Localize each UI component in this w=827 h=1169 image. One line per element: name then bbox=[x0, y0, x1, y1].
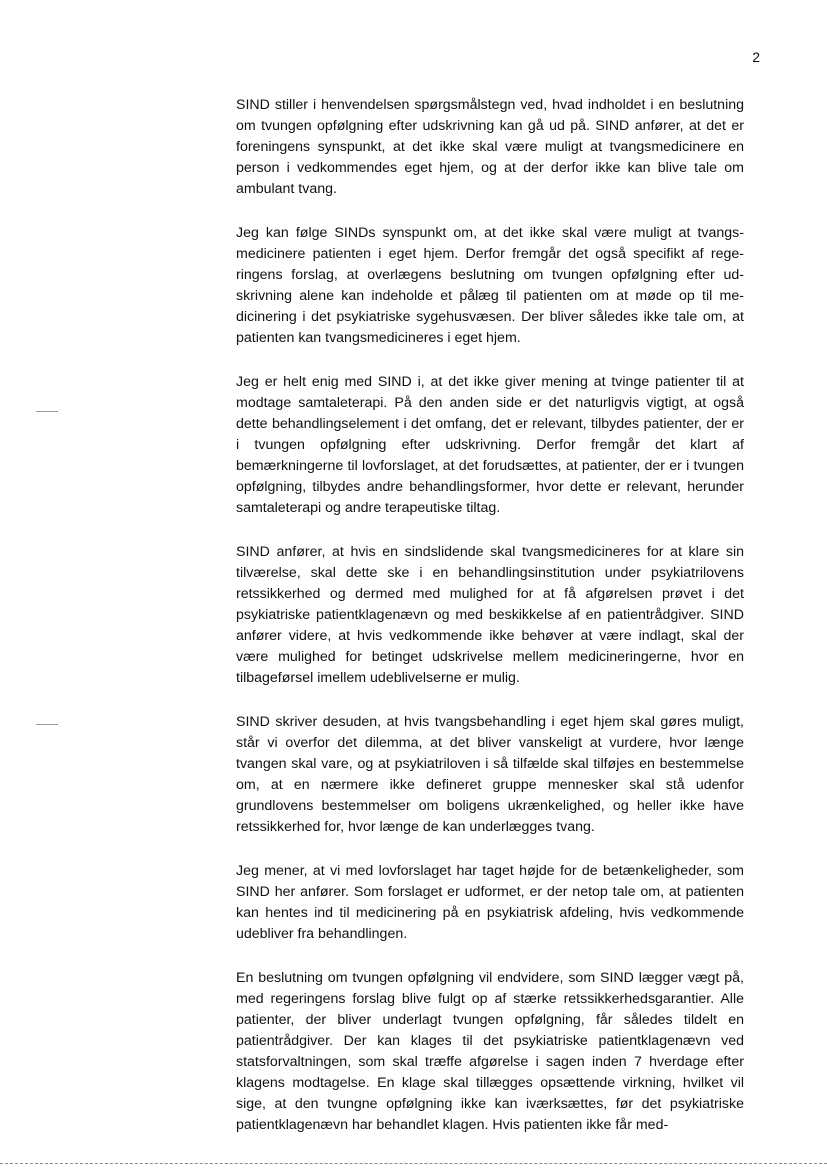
margin-mark bbox=[36, 411, 58, 412]
paragraph-7: En beslutning om tvungen opfølgning vil endvidere, som SIND lægger vægt på, med regeringens forslag blive fulgt op af stærke retssikkerhedsgarantier. Alle patienter, der bliver underlagt tvungen opfølgning, får således tildelt en patientrådgiver. Der kan klages til det psykiatriske patientklagenævn ved statsforvaltningen, som skal træffe afgørelse i sagen inden 7 hverdage efter klagens modtagelse. En klage skal tillægges opsættende virkning, hvilket vil sige, at den tvungne opfølgning ikke kan iværksættes, før det psykiatriske patientklagenævn har behandlet klagen. Hvis patienten ikke får med- bbox=[236, 970, 744, 1133]
paragraph-1: SIND stiller i henvendelsen spørgsmålstegn ved, hvad indholdet i en beslutning om tvungen opfølgning efter udskrivning kan gå ud på. SIND anfører, at det er foreningens synspunkt, at det ikke skal være muligt at tvangsmedicinere en person i vedkommendes eget hjem, og at der derfor ikke kan blive tale om ambulant tvang. bbox=[236, 97, 744, 197]
page-number: 2 bbox=[752, 49, 760, 65]
paragraph-4: SIND anfører, at hvis en sindslidende skal tvangsmedicineres for at klare sin tilværelse, skal dette ske i en behandlingsinstitution under psykiatrilovens retssikkerhed og dermed med mulighed for at få afgørelsen prøvet i det psykiatriske patientklagenævn og med beskikkelse af en patientrådgiver. SIND anfører videre, at hvis vedkommende ikke behøver at være indlagt, skal der være mulighed for betinget udskrivelse mellem medicineringerne, hvor en tilbageførsel imellem udeblivelserne er mulig. bbox=[236, 544, 744, 686]
paragraph-3: Jeg er helt enig med SIND i, at det ikke giver mening at tvinge patienter til at modtage samtaleterapi. På den anden side er det naturligvis vigtigt, at også dette behandlingselement i det omfang, det er relevant, tilbydes patienter, der er i tvungen opfølgning efter udskrivning. Derfor fremgår det klart af bemærkningerne til lovforslaget, at det forudsættes, at patienter, der er i tvungen opfølgning, tilbydes andre behandlingsformer, hvor dette er relevant, herunder samtaleterapi og andre terapeutiske tiltag. bbox=[236, 374, 744, 516]
margin-mark bbox=[36, 724, 58, 725]
paragraph-2: Jeg kan følge SINDs synspunkt om, at det ikke skal være muligt at tvangsmedicinere patienten i eget hjem. Derfor fremgår det også specifikt af regeringens forslag, at overlægens beslutning om tvungen opfølgning efter udskrivning alene kan indeholde et pålæg til patienten om at møde op til medicinering i det psykiatriske sygehusvæsen. Der bliver således ikke tale om, at patienten kan tvangsmedicineres i eget hjem. bbox=[236, 225, 744, 346]
paragraph-6: Jeg mener, at vi med lovforslaget har taget højde for de betænkeligheder, som SIND her anfører. Som forslaget er udformet, er der netop tale om, at patienten kan hentes ind til medicinering på en psykiatrisk afdeling, hvis vedkommende udebliver fra behandlingen. bbox=[236, 863, 744, 942]
body-text bbox=[236, 95, 744, 1159]
paragraph-5: SIND skriver desuden, at hvis tvangsbehandling i eget hjem skal gøres muligt, står vi overfor det dilemma, at det bliver vanskeligt at vurdere, hvor længe tvangen skal vare, og at psykiatriloven i så tilfælde skal tilføjes en bestemmelse om, at en nærmere ikke defineret gruppe mennesker skal stå udenfor grundlovens bestemmelser om boligens ukrænkelighed, og heller ikke have retssikkerhed for, hvor længe de kan underlægges tvang. bbox=[236, 714, 744, 835]
footer-rule bbox=[0, 1163, 827, 1164]
